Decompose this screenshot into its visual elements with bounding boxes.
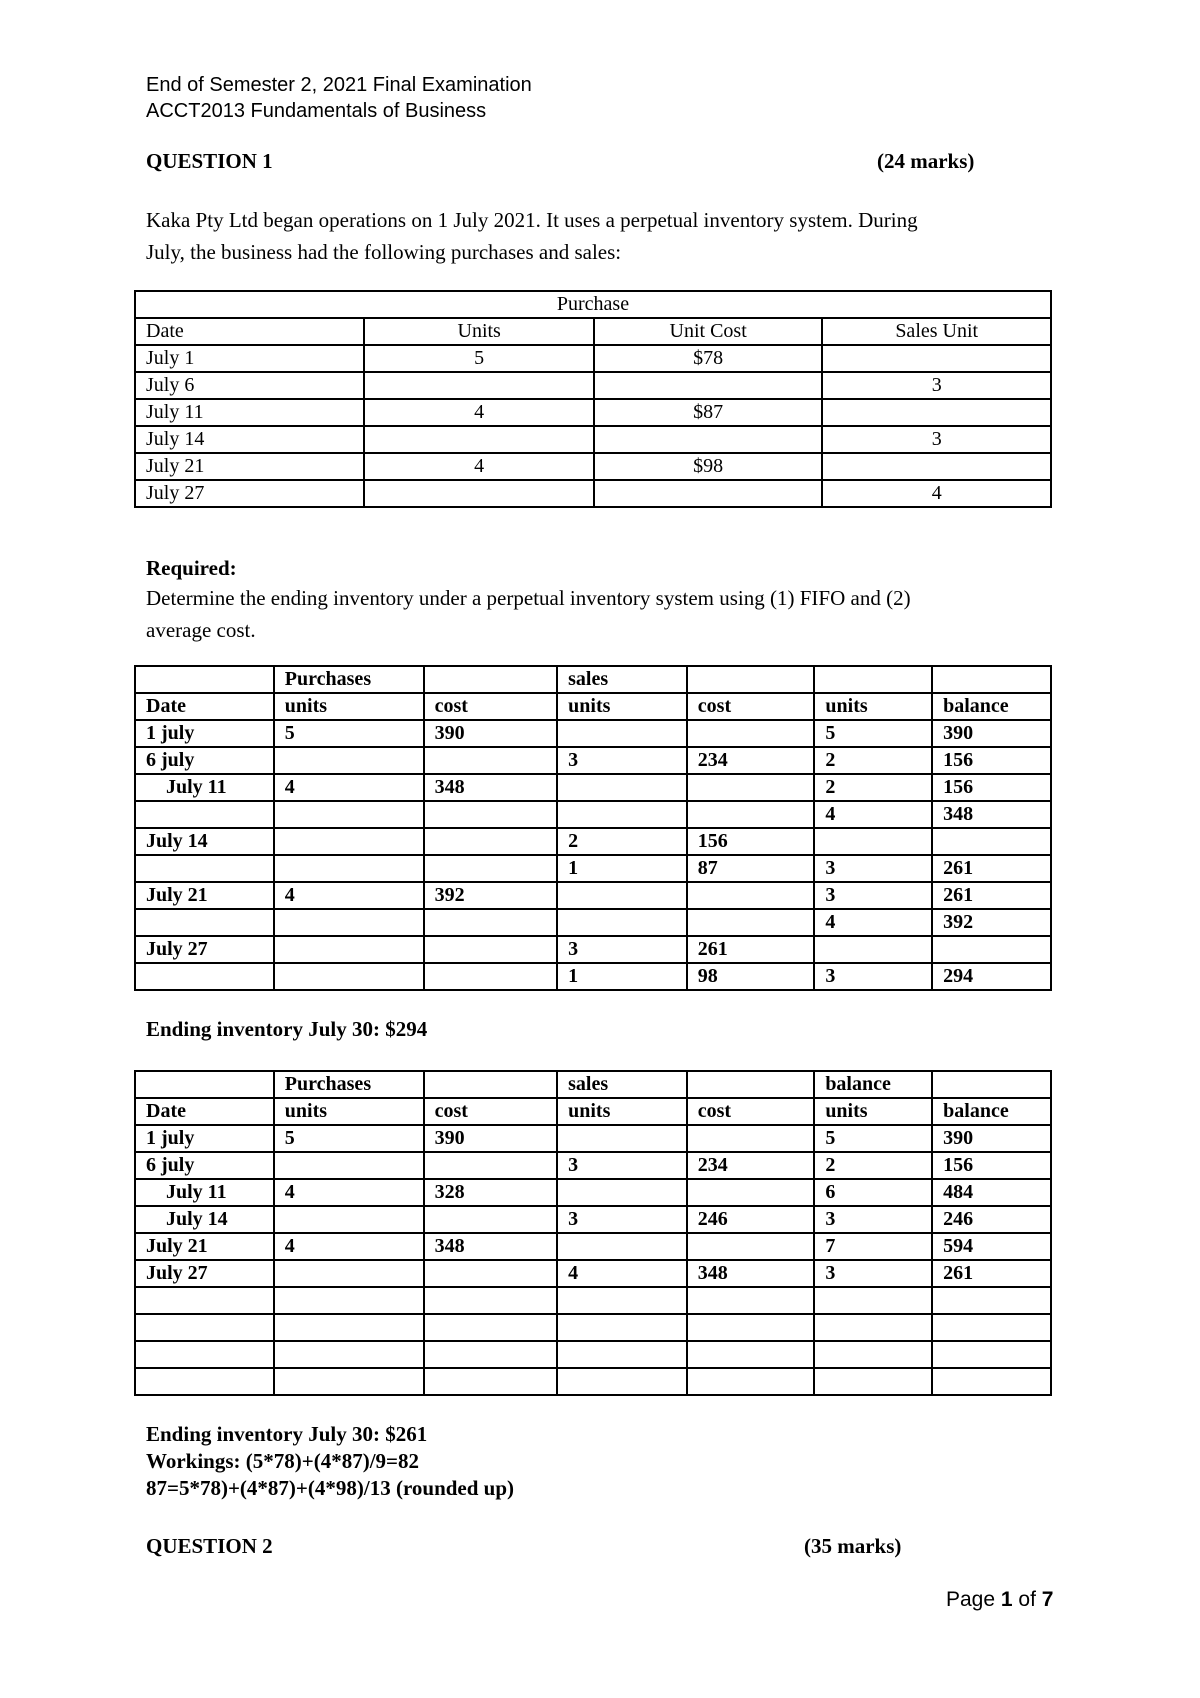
question2-title: QUESTION 2 xyxy=(146,1534,273,1558)
table-header-row xyxy=(135,1098,1051,1125)
table-cell: 5 xyxy=(814,1125,932,1152)
table-row xyxy=(135,909,1051,936)
column-header xyxy=(932,1071,1051,1098)
table-cell: 4 xyxy=(274,1233,424,1260)
page-of-label: of xyxy=(1018,1588,1036,1611)
table-cell xyxy=(274,1206,424,1233)
column-header xyxy=(424,666,558,693)
table-cell xyxy=(687,882,815,909)
question1-marks: (24 marks) xyxy=(877,149,975,173)
table-cell: 6 july xyxy=(135,747,274,774)
purchase-table xyxy=(134,290,1052,508)
required-line-1: Determine the ending inventory under a perpetual inventory system using (1) FIFO and (2) xyxy=(146,586,911,610)
table-cell: July 21 xyxy=(135,1233,274,1260)
table-row xyxy=(135,399,1051,426)
table-caption: Purchase xyxy=(135,291,1051,318)
column-header: cost xyxy=(687,693,815,720)
table-cell: 390 xyxy=(932,720,1051,747)
table-cell xyxy=(274,1314,424,1341)
table-header-row xyxy=(135,1071,1051,1098)
table-cell xyxy=(557,720,687,747)
table-caption-row xyxy=(135,291,1051,318)
table-cell xyxy=(424,1341,558,1368)
table-cell xyxy=(687,720,815,747)
table-cell xyxy=(822,345,1051,372)
column-header: units xyxy=(557,1098,687,1125)
column-header xyxy=(687,1071,815,1098)
required-label: Required: xyxy=(146,556,237,580)
table-cell: 3 xyxy=(814,963,932,990)
column-header xyxy=(135,666,274,693)
page-total: 7 xyxy=(1041,1588,1054,1611)
table-cell: 156 xyxy=(932,1152,1051,1179)
table-row xyxy=(135,1341,1051,1368)
table-cell xyxy=(135,1341,274,1368)
table-cell xyxy=(932,1287,1051,1314)
table-cell xyxy=(424,1260,558,1287)
table-cell: July 11 xyxy=(135,774,274,801)
table-cell xyxy=(557,1341,687,1368)
table-cell: 328 xyxy=(424,1179,558,1206)
table-cell: 5 xyxy=(814,720,932,747)
table-cell: 246 xyxy=(932,1206,1051,1233)
column-header: Units xyxy=(364,318,593,345)
fifo-table xyxy=(134,665,1052,991)
table-cell: 348 xyxy=(932,801,1051,828)
table-cell: 4 xyxy=(364,453,593,480)
table-cell: 484 xyxy=(932,1179,1051,1206)
table-cell: 156 xyxy=(687,828,815,855)
table-cell xyxy=(274,936,424,963)
table-cell: 3 xyxy=(557,1152,687,1179)
table-cell xyxy=(557,882,687,909)
required-line-2: average cost. xyxy=(146,618,256,642)
table-cell: 3 xyxy=(814,1206,932,1233)
table-cell xyxy=(135,963,274,990)
table-cell xyxy=(135,855,274,882)
column-header: Date xyxy=(135,693,274,720)
table-cell xyxy=(687,909,815,936)
table-cell: July 14 xyxy=(135,828,274,855)
table-cell xyxy=(557,774,687,801)
table-cell xyxy=(594,426,823,453)
table-cell: 7 xyxy=(814,1233,932,1260)
table-cell xyxy=(135,1368,274,1395)
column-header: units xyxy=(557,693,687,720)
table-row xyxy=(135,720,1051,747)
column-header: sales xyxy=(557,1071,687,1098)
table-cell xyxy=(932,1341,1051,1368)
table-cell: 6 xyxy=(814,1179,932,1206)
page-current: 1 xyxy=(1000,1588,1013,1611)
table-cell xyxy=(364,426,593,453)
table-cell xyxy=(424,1368,558,1395)
column-header: cost xyxy=(687,1098,815,1125)
page-number xyxy=(946,1588,1053,1612)
workings-line-1: Workings: (5*78)+(4*87)/9=82 xyxy=(146,1449,420,1473)
table-cell xyxy=(687,1287,815,1314)
table-cell: 392 xyxy=(932,909,1051,936)
column-header: Purchases xyxy=(274,666,424,693)
intro-line-1: Kaka Pty Ltd began operations on 1 July 2021. It uses a perpetual inventory system. During xyxy=(146,208,918,232)
table-cell: 1 xyxy=(557,855,687,882)
table-cell: 4 xyxy=(557,1260,687,1287)
table-cell: July 14 xyxy=(135,426,364,453)
table-row xyxy=(135,747,1051,774)
column-header: Purchases xyxy=(274,1071,424,1098)
table-cell xyxy=(594,372,823,399)
table-row xyxy=(135,963,1051,990)
table-cell xyxy=(687,1179,815,1206)
table-cell: 390 xyxy=(932,1125,1051,1152)
table-cell: July 1 xyxy=(135,345,364,372)
table-cell: 2 xyxy=(557,828,687,855)
table-cell xyxy=(814,1314,932,1341)
table-cell xyxy=(274,1287,424,1314)
course-title: ACCT2013 Fundamentals of Business xyxy=(146,100,487,122)
table-cell xyxy=(687,1314,815,1341)
table-cell: 98 xyxy=(687,963,815,990)
table-cell xyxy=(424,747,558,774)
column-header xyxy=(135,1071,274,1098)
workings-line-2: 87=5*78)+(4*87)+(4*98)/13 (rounded up) xyxy=(146,1476,515,1500)
table-cell: 390 xyxy=(424,720,558,747)
column-header: units xyxy=(814,693,932,720)
table-cell xyxy=(424,909,558,936)
table-cell: 261 xyxy=(687,936,815,963)
table-row xyxy=(135,453,1051,480)
table-cell xyxy=(932,828,1051,855)
table-cell xyxy=(274,1260,424,1287)
table-cell: 261 xyxy=(932,855,1051,882)
table-cell xyxy=(557,1314,687,1341)
table-cell xyxy=(822,399,1051,426)
table-cell xyxy=(424,1152,558,1179)
table-cell xyxy=(135,801,274,828)
column-header: cost xyxy=(424,1098,558,1125)
table-cell: $98 xyxy=(594,453,823,480)
table-cell xyxy=(274,855,424,882)
table-cell: July 6 xyxy=(135,372,364,399)
table-cell: 348 xyxy=(424,774,558,801)
table-cell xyxy=(557,1287,687,1314)
column-header: balance xyxy=(932,693,1051,720)
table-cell xyxy=(932,936,1051,963)
column-header: balance xyxy=(932,1098,1051,1125)
table-cell xyxy=(814,936,932,963)
table-cell: 2 xyxy=(814,774,932,801)
table-cell: 3 xyxy=(557,936,687,963)
table-header-row xyxy=(135,693,1051,720)
table-cell xyxy=(424,1206,558,1233)
table-cell: 2 xyxy=(814,747,932,774)
table-cell xyxy=(424,801,558,828)
table-cell: 4 xyxy=(274,882,424,909)
table-cell: 234 xyxy=(687,747,815,774)
table-cell: 1 july xyxy=(135,1125,274,1152)
fifo-ending-inventory: Ending inventory July 30: $294 xyxy=(146,1017,428,1041)
table-row xyxy=(135,372,1051,399)
table-cell: 261 xyxy=(932,882,1051,909)
column-header xyxy=(687,666,815,693)
table-cell xyxy=(822,453,1051,480)
table-cell: 4 xyxy=(274,774,424,801)
table-cell xyxy=(274,1341,424,1368)
table-cell: 4 xyxy=(814,909,932,936)
column-header xyxy=(424,1071,558,1098)
column-header: Unit Cost xyxy=(594,318,823,345)
table-row xyxy=(135,1314,1051,1341)
table-row xyxy=(135,936,1051,963)
column-header: cost xyxy=(424,693,558,720)
table-cell: 392 xyxy=(424,882,558,909)
exam-title: End of Semester 2, 2021 Final Examination xyxy=(146,74,532,96)
table-cell xyxy=(274,828,424,855)
table-cell: July 14 xyxy=(135,1206,274,1233)
table-cell: 87 xyxy=(687,855,815,882)
table-cell xyxy=(135,909,274,936)
table-cell xyxy=(814,1341,932,1368)
table-row xyxy=(135,480,1051,507)
question2-marks: (35 marks) xyxy=(804,1534,902,1558)
table-cell xyxy=(274,1368,424,1395)
table-row xyxy=(135,426,1051,453)
table-cell: 6 july xyxy=(135,1152,274,1179)
table-row xyxy=(135,1206,1051,1233)
table-row xyxy=(135,1179,1051,1206)
table-row xyxy=(135,1233,1051,1260)
table-row xyxy=(135,801,1051,828)
column-header: units xyxy=(814,1098,932,1125)
table-cell: 2 xyxy=(814,1152,932,1179)
intro-line-2: July, the business had the following purchases and sales: xyxy=(146,240,622,264)
table-cell: 294 xyxy=(932,963,1051,990)
table-cell: 246 xyxy=(687,1206,815,1233)
avg-ending-inventory: Ending inventory July 30: $261 xyxy=(146,1422,428,1446)
table-cell: 5 xyxy=(364,345,593,372)
question1-intro xyxy=(146,204,1061,268)
column-header: units xyxy=(274,693,424,720)
table-cell xyxy=(274,747,424,774)
table-cell xyxy=(424,1314,558,1341)
table-cell: 3 xyxy=(557,1206,687,1233)
table-cell: 3 xyxy=(822,372,1051,399)
table-cell: $78 xyxy=(594,345,823,372)
table-cell: 5 xyxy=(274,1125,424,1152)
table-cell xyxy=(364,372,593,399)
table-cell xyxy=(932,1314,1051,1341)
table-cell xyxy=(557,1125,687,1152)
table-cell xyxy=(594,480,823,507)
column-header xyxy=(814,666,932,693)
table-cell: 390 xyxy=(424,1125,558,1152)
average-cost-table xyxy=(134,1070,1052,1396)
table-cell xyxy=(274,909,424,936)
table-cell xyxy=(557,1233,687,1260)
table-cell xyxy=(687,774,815,801)
table-row xyxy=(135,345,1051,372)
table-row xyxy=(135,855,1051,882)
table-cell xyxy=(364,480,593,507)
table-cell: 1 july xyxy=(135,720,274,747)
table-cell: 5 xyxy=(274,720,424,747)
table-row xyxy=(135,1287,1051,1314)
table-cell xyxy=(814,1287,932,1314)
table-cell xyxy=(557,1179,687,1206)
table-cell: 348 xyxy=(424,1233,558,1260)
table-cell xyxy=(424,936,558,963)
table-cell xyxy=(274,1152,424,1179)
table-row xyxy=(135,828,1051,855)
table-cell xyxy=(274,963,424,990)
table-header-row xyxy=(135,666,1051,693)
table-cell: 3 xyxy=(814,1260,932,1287)
column-header: Date xyxy=(135,1098,274,1125)
table-cell: July 21 xyxy=(135,882,274,909)
table-cell: July 11 xyxy=(135,1179,274,1206)
table-cell: 594 xyxy=(932,1233,1051,1260)
table-cell xyxy=(424,855,558,882)
table-cell xyxy=(814,1368,932,1395)
table-cell: July 27 xyxy=(135,480,364,507)
table-cell: 156 xyxy=(932,774,1051,801)
table-cell: 1 xyxy=(557,963,687,990)
table-cell: July 11 xyxy=(135,399,364,426)
table-cell: 3 xyxy=(822,426,1051,453)
table-cell xyxy=(424,1287,558,1314)
table-cell xyxy=(135,1287,274,1314)
table-cell xyxy=(274,801,424,828)
table-row xyxy=(135,1125,1051,1152)
table-cell: 234 xyxy=(687,1152,815,1179)
table-cell xyxy=(687,1125,815,1152)
table-header-row xyxy=(135,318,1051,345)
table-cell: July 21 xyxy=(135,453,364,480)
column-header: sales xyxy=(557,666,687,693)
table-cell: 4 xyxy=(822,480,1051,507)
table-cell xyxy=(424,828,558,855)
table-cell: 261 xyxy=(932,1260,1051,1287)
table-cell xyxy=(687,1233,815,1260)
table-row xyxy=(135,1152,1051,1179)
table-row xyxy=(135,882,1051,909)
table-row xyxy=(135,774,1051,801)
table-row xyxy=(135,1368,1051,1395)
table-cell: 156 xyxy=(932,747,1051,774)
table-cell xyxy=(557,909,687,936)
table-cell: 3 xyxy=(814,882,932,909)
required-text xyxy=(146,582,1061,646)
table-cell: 4 xyxy=(814,801,932,828)
table-cell: 4 xyxy=(274,1179,424,1206)
table-cell xyxy=(687,1341,815,1368)
page-label: Page xyxy=(946,1588,996,1611)
table-cell xyxy=(557,801,687,828)
column-header: balance xyxy=(814,1071,932,1098)
column-header: units xyxy=(274,1098,424,1125)
table-cell xyxy=(932,1368,1051,1395)
table-row xyxy=(135,1260,1051,1287)
table-cell xyxy=(687,801,815,828)
table-cell: $87 xyxy=(594,399,823,426)
table-cell: 348 xyxy=(687,1260,815,1287)
question1-title: QUESTION 1 xyxy=(146,149,273,173)
column-header xyxy=(932,666,1051,693)
table-cell xyxy=(687,1368,815,1395)
column-header: Date xyxy=(135,318,364,345)
table-cell: 3 xyxy=(814,855,932,882)
table-cell xyxy=(814,828,932,855)
table-cell xyxy=(424,963,558,990)
column-header: Sales Unit xyxy=(822,318,1051,345)
table-cell: July 27 xyxy=(135,936,274,963)
table-cell: 3 xyxy=(557,747,687,774)
table-cell: July 27 xyxy=(135,1260,274,1287)
table-cell xyxy=(135,1314,274,1341)
table-cell xyxy=(557,1368,687,1395)
table-cell: 4 xyxy=(364,399,593,426)
